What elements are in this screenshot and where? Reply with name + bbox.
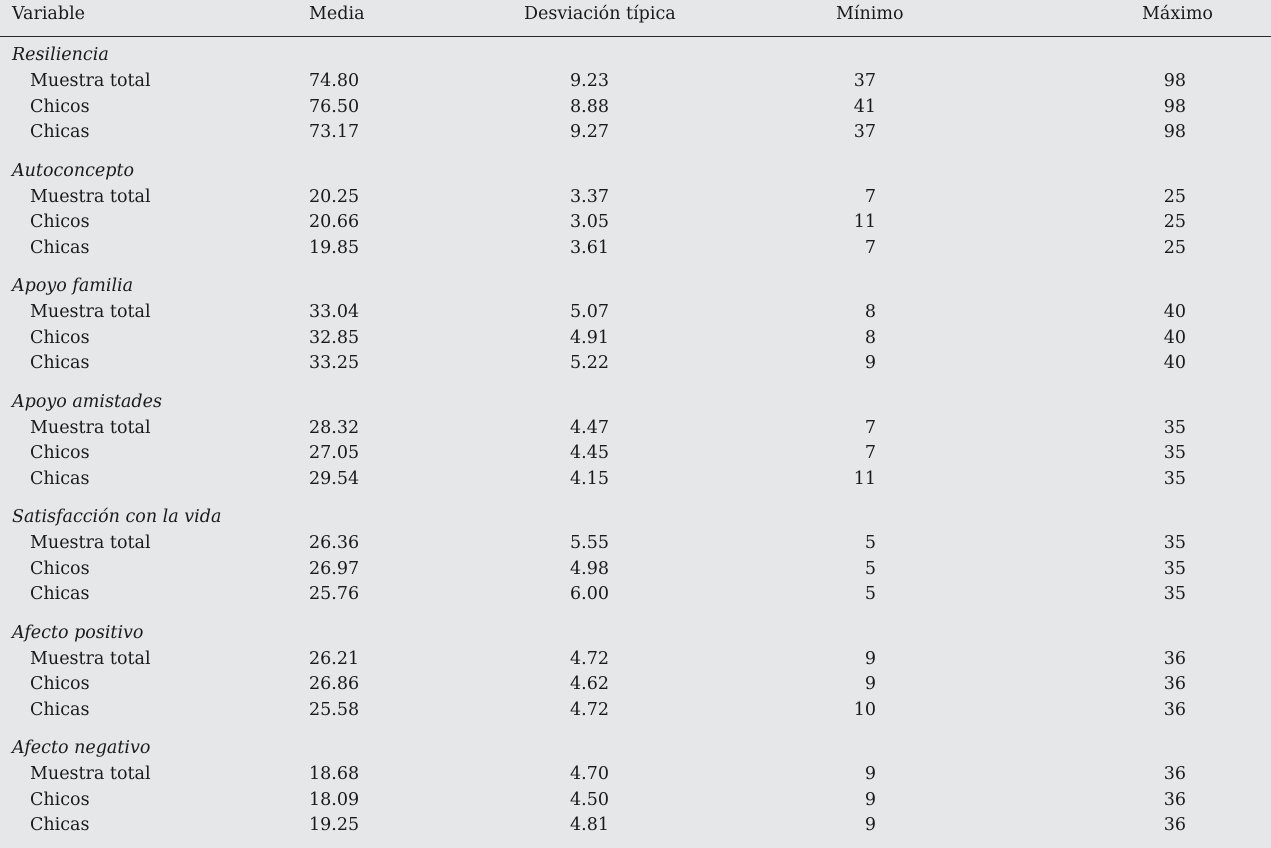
min-value: 10 <box>853 699 876 720</box>
media-value: 32.85 <box>309 327 360 348</box>
row-name: Chicos <box>30 96 90 117</box>
sd-value: 4.98 <box>570 558 609 579</box>
sd-value: 3.05 <box>570 212 609 232</box>
media-value: 26.97 <box>309 558 360 579</box>
sd-value: 5.07 <box>570 302 609 322</box>
row-name: Chicas <box>30 122 90 142</box>
row-name: Chicas <box>30 468 90 489</box>
min-value: 8 <box>864 302 876 322</box>
row-name: Chicas <box>30 699 90 720</box>
media-value: 20.25 <box>309 186 360 207</box>
min-value: 8 <box>864 327 876 348</box>
min-value: 7 <box>864 237 876 258</box>
sd-value: 5.55 <box>570 533 609 553</box>
max-value: 98 <box>1163 71 1186 91</box>
header-media: Media <box>309 4 365 24</box>
row-name: Chicas <box>30 584 90 604</box>
max-value: 40 <box>1163 327 1186 348</box>
sd-value: 9.23 <box>570 71 609 91</box>
sd-value: 4.70 <box>570 764 609 784</box>
row-name: Chicos <box>30 443 90 463</box>
max-value: 25 <box>1163 186 1186 207</box>
row-name: Chicos <box>30 327 90 348</box>
media-value: 18.68 <box>309 764 360 784</box>
group-label: Apoyo amistades <box>12 391 162 412</box>
min-value: 11 <box>853 212 876 232</box>
row-name: Chicas <box>30 237 90 258</box>
max-value: 98 <box>1163 96 1186 117</box>
min-value: 9 <box>864 815 876 835</box>
row-name: Chicos <box>30 212 90 232</box>
min-value: 9 <box>864 648 876 669</box>
min-value: 37 <box>853 71 876 91</box>
min-value: 7 <box>864 417 876 438</box>
row-name: Chicos <box>30 674 90 694</box>
sd-value: 4.81 <box>570 815 609 835</box>
min-value: 9 <box>864 674 876 694</box>
media-value: 73.17 <box>309 122 360 142</box>
max-value: 36 <box>1163 674 1186 694</box>
max-value: 35 <box>1163 468 1186 489</box>
media-value: 76.50 <box>309 96 360 117</box>
max-value: 35 <box>1163 417 1186 438</box>
sd-value: 4.72 <box>570 648 609 669</box>
sd-value: 4.15 <box>570 468 609 489</box>
sd-value: 4.47 <box>570 417 609 438</box>
row-name: Chicos <box>30 558 90 579</box>
max-value: 40 <box>1163 302 1186 322</box>
media-value: 25.76 <box>309 584 360 604</box>
max-value: 35 <box>1163 584 1186 604</box>
group-label: Satisfacción con la vida <box>12 507 222 527</box>
row-name: Muestra total <box>30 764 151 784</box>
max-value: 36 <box>1163 648 1186 669</box>
group-label: Afecto positivo <box>12 622 144 643</box>
media-value: 33.04 <box>309 302 360 322</box>
min-value: 7 <box>864 443 876 463</box>
max-value: 25 <box>1163 237 1186 258</box>
max-value: 25 <box>1163 212 1186 232</box>
max-value: 98 <box>1163 122 1186 142</box>
group-label: Autoconcepto <box>12 160 135 181</box>
max-value: 36 <box>1163 789 1186 810</box>
row-name: Chicos <box>30 789 90 810</box>
media-value: 26.21 <box>309 648 360 669</box>
min-value: 7 <box>864 186 876 207</box>
row-name: Chicas <box>30 815 90 835</box>
min-value: 11 <box>853 468 876 489</box>
media-value: 28.32 <box>309 417 360 438</box>
media-value: 26.36 <box>309 533 360 553</box>
header-minimo: Mínimo <box>836 4 904 24</box>
media-value: 25.58 <box>309 699 360 720</box>
media-value: 19.85 <box>309 237 360 258</box>
max-value: 36 <box>1163 815 1186 835</box>
media-value: 29.54 <box>309 468 360 489</box>
min-value: 41 <box>853 96 876 117</box>
media-value: 27.05 <box>309 443 360 463</box>
media-value: 26.86 <box>309 674 360 694</box>
row-name: Muestra total <box>30 533 151 553</box>
row-name: Chicas <box>30 353 90 373</box>
max-value: 40 <box>1163 353 1186 373</box>
min-value: 9 <box>864 789 876 810</box>
max-value: 36 <box>1163 699 1186 720</box>
sd-value: 8.88 <box>570 96 609 117</box>
max-value: 36 <box>1163 764 1186 784</box>
min-value: 9 <box>864 353 876 373</box>
sd-value: 4.62 <box>570 674 609 694</box>
sd-value: 3.61 <box>570 237 609 258</box>
media-value: 20.66 <box>309 212 360 232</box>
media-value: 18.09 <box>309 789 360 810</box>
min-value: 37 <box>853 122 876 142</box>
sd-value: 4.45 <box>570 443 609 463</box>
min-value: 5 <box>864 558 876 579</box>
header-maximo: Máximo <box>1142 4 1213 24</box>
header-rule <box>0 36 1271 37</box>
max-value: 35 <box>1163 443 1186 463</box>
sd-value: 9.27 <box>570 122 609 142</box>
header-variable: Variable <box>12 4 86 24</box>
row-name: Muestra total <box>30 302 151 322</box>
row-name: Muestra total <box>30 71 151 91</box>
max-value: 35 <box>1163 558 1186 579</box>
sd-value: 3.37 <box>570 186 609 207</box>
min-value: 5 <box>864 584 876 604</box>
row-name: Muestra total <box>30 417 151 438</box>
sd-value: 4.91 <box>570 327 609 348</box>
min-value: 5 <box>864 533 876 553</box>
max-value: 35 <box>1163 533 1186 553</box>
sd-value: 4.72 <box>570 699 609 720</box>
group-label: Resiliencia <box>12 45 109 65</box>
row-name: Muestra total <box>30 648 151 669</box>
header-desviacion-tipica: Desviación típica <box>524 4 676 24</box>
row-name: Muestra total <box>30 186 151 207</box>
media-value: 74.80 <box>309 71 360 91</box>
sd-value: 6.00 <box>570 584 609 604</box>
group-label: Apoyo familia <box>12 276 134 296</box>
sd-value: 4.50 <box>570 789 609 810</box>
group-label: Afecto negativo <box>12 738 151 758</box>
media-value: 33.25 <box>309 353 360 373</box>
media-value: 19.25 <box>309 815 360 835</box>
sd-value: 5.22 <box>570 353 609 373</box>
min-value: 9 <box>864 764 876 784</box>
